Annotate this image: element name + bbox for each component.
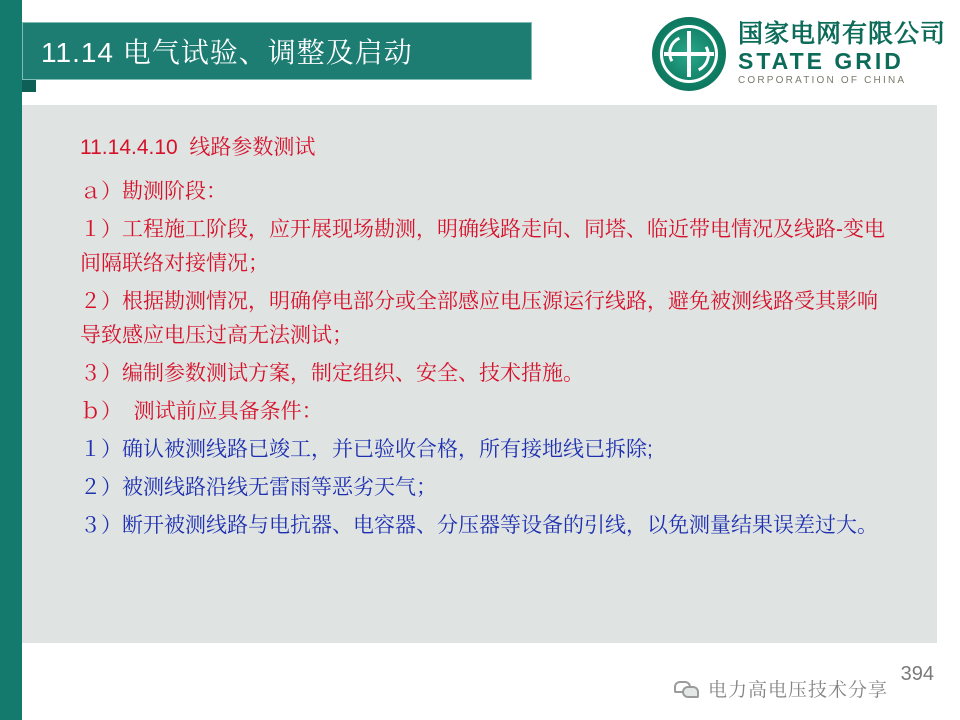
state-grid-mark-icon	[652, 17, 726, 91]
watermark-label: 电力高电压技术分享	[707, 680, 888, 701]
page-title: 11.14 电气试验、调整及启动	[41, 37, 413, 68]
content-body	[22, 105, 937, 543]
content-paragraph: ３）编制参数测试方案，制定组织、安全、技术措施。	[80, 362, 584, 386]
state-grid-logo	[652, 16, 946, 92]
left-accent-bar	[0, 0, 22, 720]
section-heading: 11.14.4.10 线路参数测试	[80, 136, 316, 159]
content-paragraph: １）工程施工阶段，应开展现场勘测，明确线路走向、同塔、临近带电情况及线路-变电间隔联络对接情况；	[80, 218, 885, 276]
logo-company-subtitle-en: CORPORATION OF CHINA	[737, 75, 907, 87]
content-paragraph: ２）被测线路沿线无雷雨等恶劣天气；	[80, 476, 437, 500]
content-panel	[22, 105, 937, 643]
watermark	[674, 675, 888, 702]
content-paragraph: ３）断开被测线路与电抗器、电容器、分压器等设备的引线，以免测量结果误差过大。	[80, 514, 878, 538]
title-accent-block	[22, 80, 36, 92]
content-paragraph: ２）根据勘测情况，明确停电部分或全部感应电压源运行线路，避免被测线路受其影响导致感应电压过高无法测试；	[80, 290, 878, 348]
logo-text-block	[738, 21, 946, 87]
content-paragraph: ｂ） 测试前应具备条件：	[80, 400, 323, 424]
content-paragraph: １）确认被测线路已竣工，并已验收合格，所有接地线已拆除;	[80, 438, 653, 462]
wechat-icon	[674, 678, 700, 700]
content-paragraph: ａ）勘测阶段：	[80, 180, 227, 204]
logo-company-name-en: STATE GRID	[737, 48, 904, 75]
logo-company-name-cn: 国家电网有限公司	[737, 20, 946, 49]
page-number: 394	[900, 663, 934, 685]
slide-title-box	[22, 22, 532, 80]
